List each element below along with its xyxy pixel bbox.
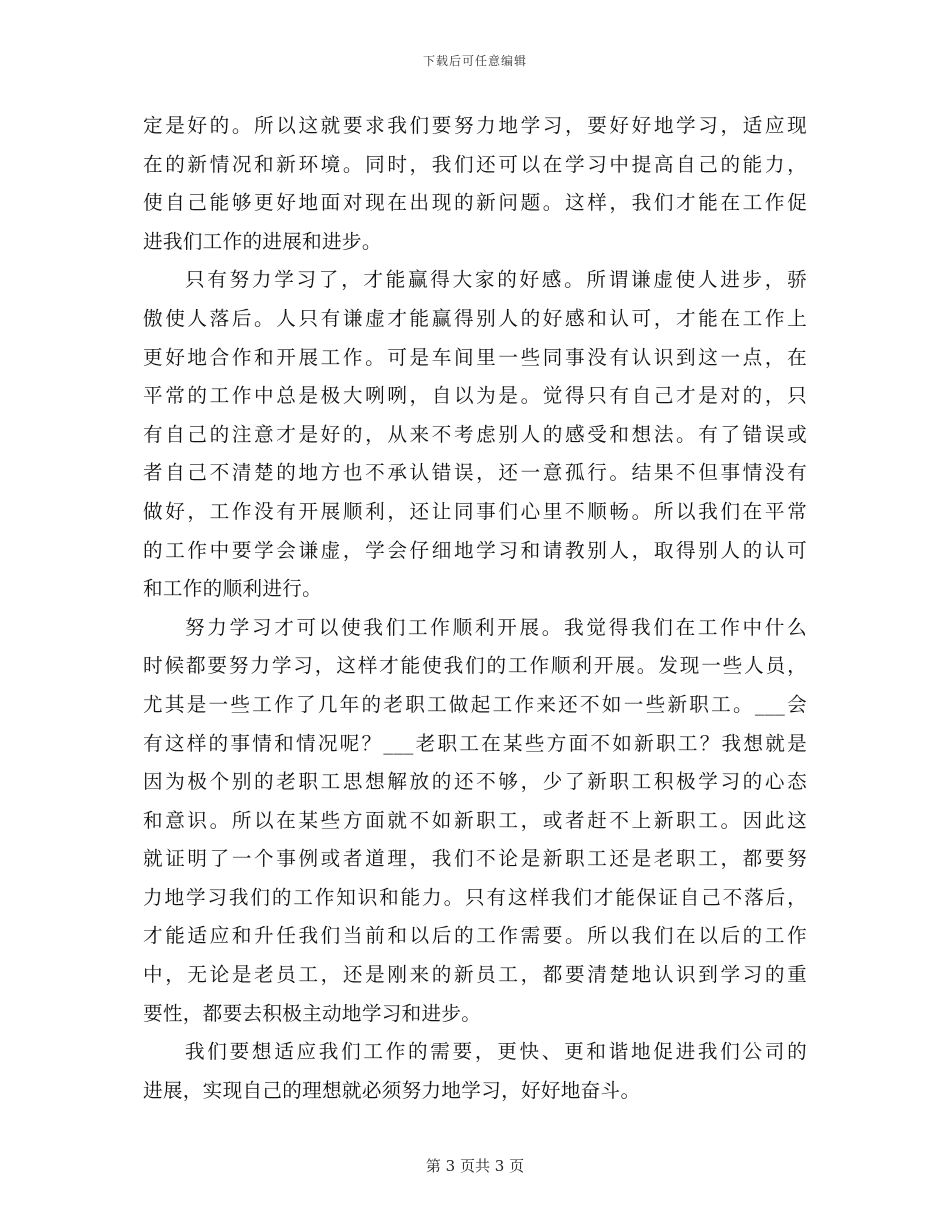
text-line: 尤其是一些工作了几年的老职工做起工作来还不如一些新职工。___会 — [143, 692, 807, 716]
page-header: 下载后可任意编辑 — [422, 54, 527, 68]
text-line: 平常的工作中总是极大咧咧，自以为是。觉得只有自己才是对的，只 — [143, 384, 807, 408]
text-line: 我们要想适应我们工作的需要，更快、更和谐地促进我们公司的 — [185, 1040, 807, 1064]
text-line: 的工作中要学会谦虚，学会仔细地学习和请教别人，取得别人的认可 — [143, 538, 807, 562]
text-line: 进展，实现自己的理想就必须努力地学习，好好地奋斗。 — [143, 1078, 641, 1102]
paragraph-4 — [143, 1033, 807, 1110]
paragraph-1 — [143, 107, 807, 261]
text-line: 傲使人落后。人只有谦虚才能赢得别人的好感和认可，才能在工作上 — [143, 306, 807, 330]
text-line: 只有努力学习了，才能赢得大家的好感。所谓谦虚使人进步，骄 — [185, 268, 807, 292]
document-body — [143, 107, 807, 1110]
text-line: 努力学习才可以使我们工作顺利开展。我觉得我们在工作中什么 — [185, 615, 807, 639]
text-line: 者自己不清楚的地方也不承认错误，还一意孤行。结果不但事情没有 — [143, 461, 807, 485]
text-line: 因为极个别的老职工思想解放的还不够，少了新职工积极学习的心态 — [143, 770, 807, 794]
paragraph-3 — [143, 609, 807, 1034]
text-line: 要性，都要去积极主动地学习和进步。 — [143, 1001, 482, 1025]
text-line: 中，无论是老员工，还是刚来的新员工，都要清楚地认识到学习的重 — [143, 963, 807, 987]
text-line: 时候都要努力学习，这样才能使我们的工作顺利开展。发现一些人员， — [143, 654, 807, 678]
text-line: 定是好的。所以这就要求我们要努力地学习，要好好地学习，适应现 — [143, 114, 807, 137]
text-line: 和工作的顺利进行。 — [143, 577, 323, 601]
text-line: 有自己的注意才是好的，从来不考虑别人的感受和想法。有了错误或 — [143, 422, 807, 446]
text-line: 有这样的事情和情况呢？___老职工在某些方面不如新职工？我想就是 — [143, 731, 807, 755]
text-line: 就证明了一个事例或者道理，我们不论是新职工还是老职工，都要努 — [143, 847, 807, 871]
text-line: 力地学习我们的工作知识和能力。只有这样我们才能保证自己不落后， — [143, 885, 807, 909]
text-line: 进我们工作的进展和进步。 — [143, 229, 382, 253]
text-line: 在的新情况和新环境。同时，我们还可以在学习中提高自己的能力， — [143, 152, 807, 176]
text-line: 才能适应和升任我们当前和以后的工作需要。所以我们在以后的工作 — [143, 924, 807, 948]
text-line: 和意识。所以在某些方面就不如新职工，或者赶不上新职工。因此这 — [143, 808, 807, 832]
text-line: 做好，工作没有开展顺利，还让同事们心里不顺畅。所以我们在平常 — [143, 499, 807, 523]
paragraph-2 — [143, 261, 807, 608]
page-footer: 第 3 页共 3 页 — [425, 1157, 525, 1175]
text-line: 使自己能够更好地面对现在出现的新问题。这样，我们才能在工作促 — [143, 191, 807, 215]
text-line: 更好地合作和开展工作。可是车间里一些同事没有认识到这一点，在 — [143, 345, 807, 369]
